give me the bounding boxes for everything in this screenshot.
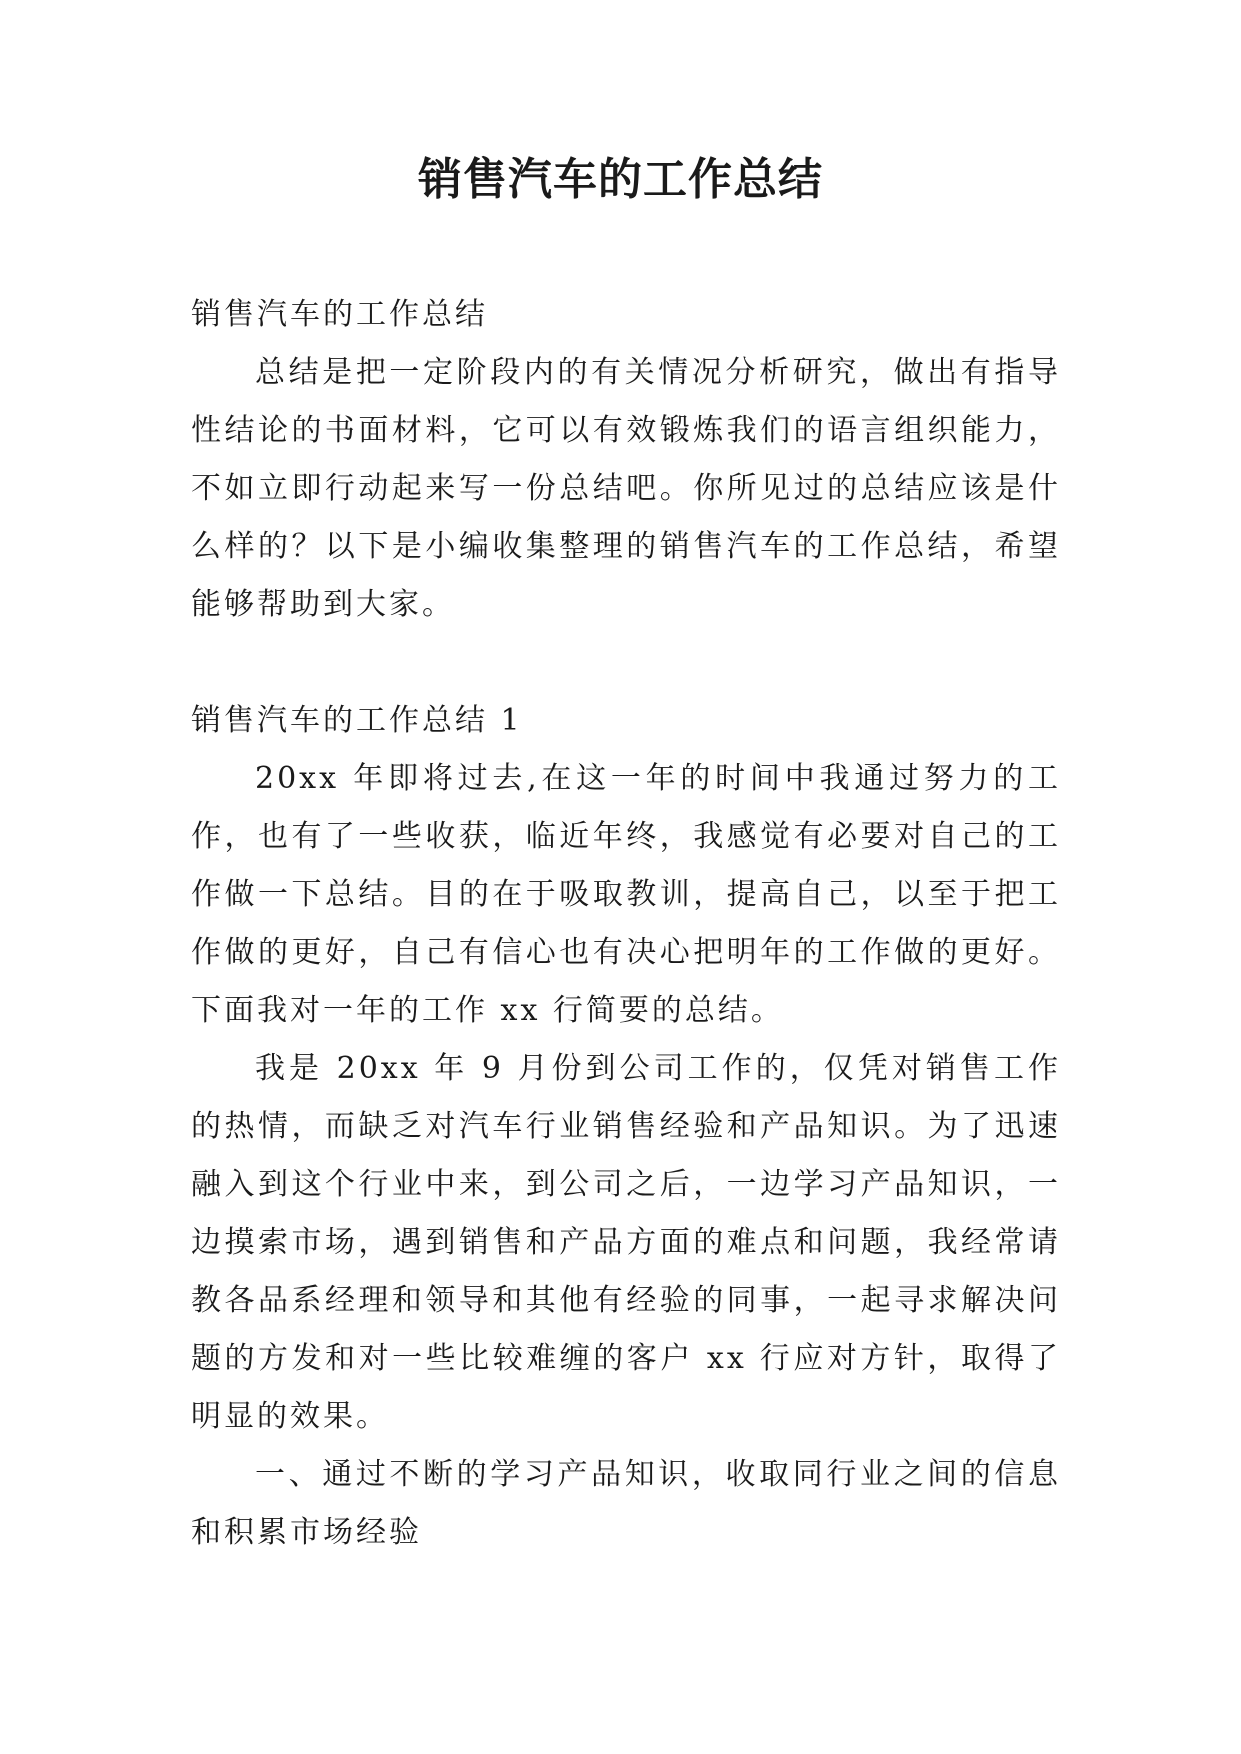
document-body [191,286,1061,1562]
document-title: 销售汽车的工作总结 [418,154,823,205]
intro-heading: 销售汽车的工作总结 [191,297,488,332]
section1-paragraph-2: 我是 20xx 年 9 月份到公司工作的，仅凭对销售工作的热情，而缺乏对汽车行业销售经验和产品知识。为了迅速融入到这个行业中来，到公司之后，一边学习产品知识，一边摸索市场，遇到销售和产品方面的难点和问题，我经常请教各品系经理和领导和其他有经验的同事，一起寻求解决问题的方发和对一些比较难缠的客户 xx 行应对方针，取得了明显的效果。 [191,1051,1061,1434]
section-spacer [191,634,1061,692]
intro-paragraph: 总结是把一定阶段内的有关情况分析研究，做出有指导性结论的书面材料，它可以有效锻炼我们的语言组织能力，不如立即行动起来写一份总结吧。你所见过的总结应该是什么样的？以下是小编收集整理的销售汽车的工作总结，希望能够帮助到大家。 [191,355,1061,622]
section1-paragraph-3: 一、通过不断的学习产品知识，收取同行业之间的信息和积累市场经验 [191,1457,1061,1550]
section1-paragraph-1: 20xx 年即将过去,在这一年的时间中我通过努力的工作，也有了一些收获，临近年终，我感觉有必要对自己的工作做一下总结。目的在于吸取教训，提高自己，以至于把工作做的更好，自己有信心也有决心把明年的工作做的更好。下面我对一年的工作 xx 行简要的总结。 [191,761,1061,1028]
section1-heading: 销售汽车的工作总结 1 [191,703,523,738]
